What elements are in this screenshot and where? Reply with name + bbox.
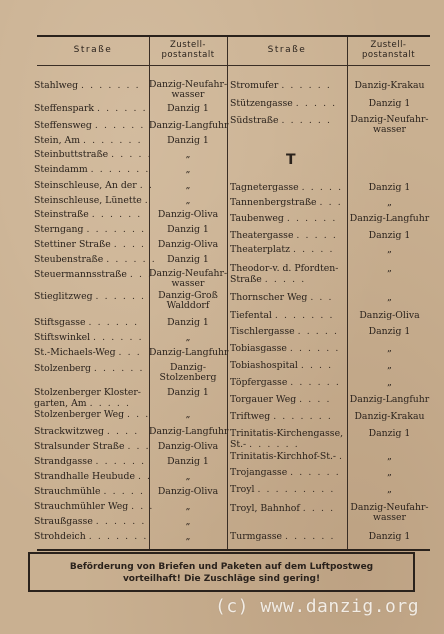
post-office-line2: wasser <box>171 89 205 100</box>
post-office-line2: wasser <box>373 512 406 523</box>
street-name-text: Troyl <box>230 484 255 495</box>
leader-dots: . . . . . . <box>286 213 337 224</box>
watermark: (c) www.danzig.org <box>215 596 420 617</box>
post-office-line1: Danzig-Oliva <box>157 209 219 220</box>
leader-dots: . . . . . . <box>95 291 146 302</box>
directory-row <box>37 244 430 260</box>
leader-dots: . . . . . <box>103 486 145 497</box>
post-office-line1: Danzig-Krakau <box>354 411 425 422</box>
street-name-text: Strandgasse <box>34 456 93 467</box>
street-name-text: Südstraße <box>230 115 279 126</box>
post-office-line1: Danzig-Oliva <box>157 239 219 250</box>
post-office <box>347 503 432 523</box>
header-office-right-line2: postanstalt <box>361 50 416 60</box>
post-office-line1: Danzig-Neufahr- <box>149 79 228 90</box>
post-office-line1: „ <box>387 360 392 371</box>
post-office-line1: Danzig-Neufahr- <box>350 114 429 125</box>
street-name-text: Stolzenberger Weg <box>34 409 125 420</box>
post-office <box>149 149 227 160</box>
leader-dots: . . . . <box>300 360 333 371</box>
street-name-text: Troyl, Bahnhof <box>230 503 300 514</box>
street-name-text: Torgauer Weg <box>230 394 297 405</box>
post-office-line1: Danzig 1 <box>167 387 209 398</box>
leader-dots: . . . . <box>106 426 139 437</box>
leader-dots: . . . . . . . . . <box>257 484 335 495</box>
street-name <box>230 292 348 303</box>
street-name-text: Strohdeich <box>34 531 86 542</box>
street-name-text: Stettiner Straße <box>34 239 111 250</box>
leader-dots: . . . . . . <box>106 254 157 265</box>
post-office-line1: „ <box>387 292 392 303</box>
leader-dots: . . . . . <box>297 326 339 337</box>
leader-dots: . . <box>139 180 154 191</box>
directory-row <box>37 197 430 213</box>
street-name-text: St.-Michaels-Weg <box>34 347 116 358</box>
street-name <box>230 451 348 462</box>
directory-row <box>37 80 430 96</box>
street-name-text: Tagnetergasse <box>230 182 299 193</box>
post-office-line1: Danzig-Neufahr- <box>350 502 429 513</box>
post-office-line1: „ <box>185 471 191 482</box>
street-name <box>230 213 348 224</box>
street-name <box>230 310 348 321</box>
post-office <box>347 98 432 109</box>
leader-dots: . . . . . . . <box>86 224 146 235</box>
street-name <box>230 80 348 91</box>
leader-dots: . . . . . . <box>97 103 148 114</box>
street-name <box>230 394 348 405</box>
leader-dots: . . . . . . . <box>90 164 150 175</box>
post-office-line2: Walddorf <box>166 300 210 311</box>
post-office-line1: „ <box>387 343 392 354</box>
leader-dots: . . . <box>127 441 151 452</box>
street-name-text: Steinstraße <box>34 209 89 220</box>
directory-row <box>37 360 430 376</box>
post-office-line1: „ <box>387 484 392 495</box>
directory-row <box>37 467 430 483</box>
post-office-line1: Danzig-Langfuhr <box>349 394 430 405</box>
street-name-text: Tischlergasse <box>230 326 295 337</box>
street-name <box>230 197 348 208</box>
post-office-line1: Danzig 1 <box>167 254 209 265</box>
street-name-text: Tiefental <box>230 310 272 321</box>
directory-row <box>37 182 430 198</box>
post-office <box>347 467 432 478</box>
post-office-line1: Danzig-Langfuhr <box>149 347 229 358</box>
leader-dots: . . . . <box>113 239 146 250</box>
street-name-text: Töpfergasse <box>230 377 288 388</box>
street-name <box>230 230 348 241</box>
leader-dots: . . . . <box>299 394 332 405</box>
post-office-line1: „ <box>387 451 392 462</box>
street-name-line2: St.- <box>230 439 247 450</box>
post-office <box>347 230 432 241</box>
post-office-line1: „ <box>185 164 191 175</box>
street-name <box>230 484 348 495</box>
post-office-line1: Danzig 1 <box>167 456 209 467</box>
leader-dots: . . . . . . <box>290 467 341 478</box>
street-name <box>230 263 348 285</box>
post-office-line1: Danzig-Oliva <box>359 310 420 321</box>
street-name <box>230 411 348 422</box>
post-office-line1: Danzig-Langfuhr <box>349 213 430 224</box>
post-office-line1: „ <box>185 195 191 206</box>
leader-dots: . . . <box>319 197 343 208</box>
post-office <box>347 411 432 422</box>
post-office <box>347 213 432 224</box>
leader-dots: . . . . . . <box>290 377 341 388</box>
leader-dots: . . . . . <box>296 230 338 241</box>
post-office-line1: Danzig-Oliva <box>157 486 219 497</box>
street-name-text: Trinitatis-Kirchhof-St.- <box>230 451 337 462</box>
header-office-left-line1: Zustell- <box>170 40 206 50</box>
leader-dots: . . . . . <box>264 274 306 285</box>
street-name <box>34 149 153 160</box>
street-name <box>230 377 348 388</box>
post-office-line1: Danzig 1 <box>167 103 209 114</box>
street-name-line1: Theodor-v. d. Pfordten- <box>230 263 339 274</box>
post-office <box>347 394 432 405</box>
header-street-right: Straße <box>267 45 307 55</box>
street-name-text: Stromufer <box>230 80 279 91</box>
post-office-line1: „ <box>387 197 392 208</box>
post-office-line1: Danzig-Neufahr- <box>149 268 228 279</box>
directory-row <box>37 213 430 229</box>
street-name-text: Stein, Am <box>34 135 81 146</box>
street-name <box>230 182 348 193</box>
street-name-text: Sterngang <box>34 224 84 235</box>
street-name-text: Theaterplatz <box>230 244 291 255</box>
leader-dots: . . . . . <box>295 98 337 109</box>
post-office-line1: „ <box>387 377 392 388</box>
post-office <box>347 360 432 371</box>
street-name-text: Steinschleuse, Lünette <box>34 195 142 206</box>
post-office-line1: Danzig 1 <box>368 98 411 109</box>
street-name <box>230 98 348 109</box>
street-name <box>230 326 348 337</box>
post-office-line2: wasser <box>373 124 406 135</box>
leader-dots: . . . . . . <box>289 343 340 354</box>
post-office-line1: „ <box>185 332 191 343</box>
street-name-text: Stieglitzweg <box>34 291 93 302</box>
leader-dots: . . . . . . <box>91 209 142 220</box>
street-name <box>230 360 348 371</box>
post-office <box>347 80 432 91</box>
street-name-text: Taubenweg <box>230 213 284 224</box>
post-office-line1: „ <box>185 409 191 420</box>
street-name-text: Triftweg <box>230 411 271 422</box>
post-office <box>347 310 432 321</box>
post-office <box>347 451 432 462</box>
post-office-line1: Danzig- <box>170 362 206 373</box>
post-office-line1: „ <box>185 180 191 191</box>
leader-dots: . . . . . <box>111 149 153 160</box>
street-name-text: Straußgasse <box>34 516 93 527</box>
leader-dots: . <box>144 195 150 206</box>
street-name-text: Stolzenberg <box>34 363 91 374</box>
street-name-text: Theatergasse <box>230 230 294 241</box>
leader-dots: . . . . . . <box>94 120 145 131</box>
post-office <box>347 292 432 303</box>
leader-dots: . . . . . . <box>95 516 146 527</box>
street-name-text: Steuermannsstraße <box>34 269 127 280</box>
street-name-line2: garten, Am <box>34 398 87 409</box>
street-name <box>230 503 348 514</box>
post-office-line1: Danzig 1 <box>167 135 209 146</box>
leader-dots: . . . . . . . <box>88 531 148 542</box>
airmail-notice <box>28 552 415 592</box>
leader-dots: . . . . . <box>89 398 131 409</box>
leader-dots: . . . <box>127 409 150 420</box>
post-office <box>347 484 432 495</box>
post-office <box>347 343 432 354</box>
post-office-line1: Danzig-Krakau <box>354 80 425 91</box>
post-office-line1: „ <box>387 467 392 478</box>
directory-row <box>37 292 430 308</box>
header-rule <box>37 65 430 66</box>
leader-dots: . . . . . . . <box>274 310 335 321</box>
post-office-line1: „ <box>387 263 392 274</box>
street-name <box>230 244 348 255</box>
directory-row <box>37 310 430 326</box>
directory-row <box>37 531 430 547</box>
street-name-text: Trojangasse <box>230 467 288 478</box>
directory-row <box>37 377 430 393</box>
street-table <box>34 35 430 551</box>
post-office-line1: „ <box>387 244 392 255</box>
post-office <box>347 377 432 388</box>
street-name <box>230 467 348 478</box>
street-name-text: Stützengasse <box>230 98 293 109</box>
post-office-line1: Danzig 1 <box>368 230 411 241</box>
directory-row <box>37 451 430 467</box>
directory-row <box>37 411 430 427</box>
leader-dots: . <box>339 451 344 462</box>
airmail-notice-line1: Beförderung von Briefen und Paketen auf dem Luftpostweg <box>69 562 374 572</box>
post-office <box>347 244 432 255</box>
directory-row <box>37 484 430 500</box>
leader-dots: . . . . . . <box>281 115 332 126</box>
street-name-text: Steubenstraße <box>34 254 104 265</box>
post-office-line1: Danzig 1 <box>167 317 209 328</box>
leader-dots: . . . <box>131 501 154 512</box>
post-office-line1: Danzig 1 <box>368 326 411 337</box>
directory-row <box>37 326 430 342</box>
header-office-left <box>149 40 227 60</box>
street-name-text: Turmgasse <box>230 531 282 542</box>
street-name <box>230 115 348 126</box>
street-name-text: Stiftsgasse <box>34 317 86 328</box>
directory-row <box>34 149 430 165</box>
post-office-line1: Danzig 1 <box>368 531 411 542</box>
street-name-text: Steinschleuse, An der <box>34 180 137 191</box>
street-name <box>230 428 348 450</box>
post-office-line1: Danzig-Groß <box>158 290 218 301</box>
header-office-left-line2: postanstalt <box>161 50 215 60</box>
leader-dots: . . . . . <box>301 182 343 193</box>
post-office-line2: wasser <box>171 278 205 289</box>
leader-dots: . . . <box>310 292 334 303</box>
leader-dots: . . . . . <box>293 244 334 255</box>
directory-row <box>34 164 430 180</box>
post-office-line1: „ <box>185 501 191 512</box>
street-name-line1: Stolzenberger Kloster- <box>34 387 141 398</box>
street-name-text: Stralsunder Straße <box>34 441 125 452</box>
street-name-text: Steffenspark <box>34 103 95 114</box>
leader-dots: . . . . . . <box>95 456 146 467</box>
directory-row <box>37 114 430 135</box>
post-office-line1: Danzig-Oliva <box>157 441 219 452</box>
post-office-line1: Danzig-Langfuhr <box>149 426 229 437</box>
directory-row <box>37 98 430 114</box>
street-name-text: Tobiashospital <box>230 360 298 371</box>
street-name-text: Stiftswinkel <box>34 332 91 343</box>
post-office <box>347 428 432 439</box>
leader-dots: . . . . . . . <box>81 80 141 91</box>
street-name-text: Tannenbergstraße <box>230 197 317 208</box>
leader-dots: . . . . . . . <box>82 135 143 146</box>
street-name-text: Thornscher Weg <box>230 292 308 303</box>
street-name <box>230 531 348 542</box>
leader-dots: . . . . . . <box>249 439 300 450</box>
leader-dots: . . . . . . <box>93 332 144 343</box>
leader-dots: . . . . . . . <box>273 411 333 422</box>
street-name <box>34 135 148 146</box>
post-office <box>149 135 227 146</box>
header-street-left: Straße <box>73 45 113 55</box>
leader-dots: . . . . . . <box>284 531 336 542</box>
post-office <box>347 531 432 542</box>
street-name-text: Strauchmühle <box>34 486 101 497</box>
post-office <box>149 164 227 175</box>
street-name-text: Stahlweg <box>34 80 79 91</box>
street-name-text: Steindamm <box>34 164 88 175</box>
street-name-text: Tobiasgasse <box>230 343 287 354</box>
street-name-text: Steffensweg <box>34 120 92 131</box>
post-office <box>347 182 432 193</box>
airmail-notice-line2: vorteilhaft! Die Zuschläge sind gering! <box>122 574 321 584</box>
leader-dots: . . <box>137 471 152 482</box>
post-office-line1: „ <box>185 531 191 542</box>
post-office-line2: Stolzenberg <box>159 372 217 383</box>
leader-dots: . . . . <box>302 503 335 514</box>
post-office-line1: Danzig 1 <box>167 224 209 235</box>
street-name-text: Strauchmühler Weg <box>34 501 129 512</box>
header-office-right <box>347 40 430 60</box>
directory-row <box>37 394 430 410</box>
post-office-line1: „ <box>185 516 191 527</box>
street-name-text: Steinbuttstraße <box>34 149 109 160</box>
leader-dots: . . . <box>118 347 142 358</box>
post-office <box>347 263 432 274</box>
leader-dots: . . . . . . <box>281 80 332 91</box>
post-office-line1: Danzig-Langfuhr <box>149 120 229 131</box>
header-office-right-line1: Zustell- <box>370 40 407 50</box>
leader-dots: . . . . . . <box>93 363 144 374</box>
street-name <box>230 343 348 354</box>
leader-dots: . . . . . . <box>88 317 139 328</box>
section-letter: T <box>286 152 296 168</box>
directory-row <box>37 343 430 359</box>
street-name-line2: Straße <box>230 274 262 285</box>
street-name <box>34 164 148 175</box>
street-name-text: Strandhalle Heubude <box>34 471 135 482</box>
post-office-line1: Danzig 1 <box>368 428 411 439</box>
post-office <box>347 115 432 135</box>
street-name-text: Strackwitzweg <box>34 426 104 437</box>
post-office-line1: Danzig 1 <box>368 182 411 193</box>
post-office <box>347 197 432 208</box>
post-office-line1: „ <box>185 149 191 160</box>
street-name-line1: Trinitatis-Kirchengasse, <box>230 428 344 439</box>
leader-dots: . . . <box>129 269 153 280</box>
post-office <box>347 326 432 337</box>
